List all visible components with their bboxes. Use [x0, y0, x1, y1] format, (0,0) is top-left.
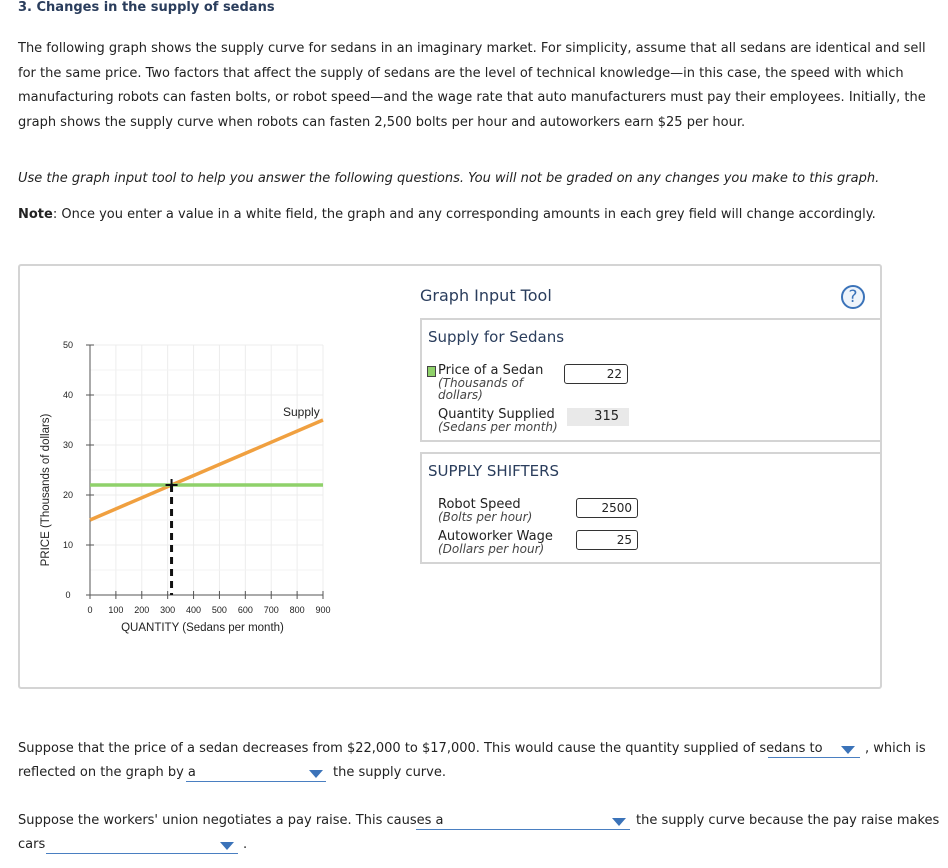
x-tick-label: 0	[87, 605, 93, 615]
price-label: Price of a Sedan	[438, 363, 544, 378]
robot-speed-unit: (Bolts per hour)	[438, 510, 533, 524]
y-tick-label: 30	[62, 440, 74, 450]
x-tick-label: 500	[211, 605, 227, 615]
autoworker-wage-input[interactable]: 25	[576, 530, 638, 550]
help-icon[interactable]: ?	[841, 285, 865, 309]
x-tick-label: 700	[263, 605, 279, 615]
price-input[interactable]: 22	[564, 364, 628, 384]
robot-speed-input[interactable]: 2500	[576, 498, 638, 518]
supply-shifters-title: SUPPLY SHIFTERS	[428, 462, 560, 480]
y-tick-label: 0	[65, 590, 71, 600]
x-tick-label: 900	[315, 605, 331, 615]
y-axis-label: PRICE (Thousands of dollars)	[40, 413, 52, 567]
autoworker-wage-label: Autoworker Wage	[438, 529, 553, 544]
q1-text-d: the supply curve.	[333, 765, 446, 780]
q2-text-d: .	[243, 837, 248, 852]
x-tick-label: 200	[134, 605, 150, 615]
price-line-swatch-icon	[427, 366, 436, 377]
chevron-down-icon[interactable]	[612, 818, 626, 826]
q2-text-c: cars	[18, 837, 46, 852]
q1-text-c: reflected on the graph by a	[18, 765, 196, 780]
instruction-text: Use the graph input tool to help you answer the following questions. You will not be graded on any changes you make to this graph.	[18, 171, 880, 186]
x-tick-label: 600	[237, 605, 253, 615]
q2-text-b: the supply curve because the pay raise makes	[636, 813, 940, 828]
intro-paragraph: The following graph shows the supply curve for sedans in an imaginary market. For simplicity, assume that all sedans are identical and sell for the same price. Two factors that affect the supply of sedans are the level of technical knowledge—in this case, the speed with which manufacturing robots can fasten bolts, or robot speed—and the wage rate that auto manufacturers must pay their employees. Initially, the graph shows the supply curve when robots can fasten 2,500 bolts per hour and autoworkers earn $25 per hour.	[18, 41, 926, 130]
q2-dropdown-profit[interactable]	[46, 837, 238, 854]
q1-text-b: , which is	[865, 741, 926, 756]
chart-ticks	[63, 340, 331, 615]
q1-text-a: Suppose that the price of a sedan decreases from $22,000 to $17,000. This would cause the quantity supplied of sedans to	[18, 741, 823, 756]
x-tick-label: 300	[160, 605, 176, 615]
y-tick-label: 10	[62, 540, 74, 550]
y-tick-label: 50	[62, 340, 74, 350]
y-tick-label: 40	[62, 390, 74, 400]
robot-speed-label: Robot Speed	[438, 497, 521, 512]
price-unit: (Thousands of dollars)	[438, 376, 524, 402]
chevron-down-icon[interactable]	[841, 746, 855, 754]
x-tick-label: 400	[186, 605, 202, 615]
supply-curve-label: Supply	[283, 405, 320, 419]
chevron-down-icon[interactable]	[309, 770, 323, 778]
supply-for-sedans-title: Supply for Sedans	[428, 328, 565, 346]
graph-input-tool-title: Graph Input Tool	[420, 286, 552, 305]
note-body: : Once you enter a value in a white field, the graph and any corresponding amounts in each grey field will change accordingly.	[52, 207, 876, 222]
supply-chart[interactable]	[20, 330, 350, 640]
y-tick-label: 20	[62, 490, 74, 500]
note-label: Note	[18, 207, 53, 222]
x-tick-label: 800	[289, 605, 305, 615]
quantity-supplied-label: Quantity Supplied	[438, 407, 555, 422]
note-text	[18, 207, 876, 222]
x-tick-label: 100	[108, 605, 124, 615]
q1-dropdown-shift[interactable]	[186, 765, 326, 782]
quantity-supplied-value: 315	[567, 408, 629, 426]
q2-text-a: Suppose the workers' union negotiates a pay raise. This causes a	[18, 813, 444, 828]
autoworker-wage-unit: (Dollars per hour)	[438, 542, 545, 556]
q2-dropdown-shift[interactable]	[416, 813, 630, 830]
question-title: 3. Changes in the supply of sedans	[18, 0, 275, 15]
x-axis-label: QUANTITY (Sedans per month)	[121, 622, 284, 634]
quantity-supplied-unit: (Sedans per month)	[438, 420, 558, 434]
chevron-down-icon[interactable]	[220, 842, 234, 850]
